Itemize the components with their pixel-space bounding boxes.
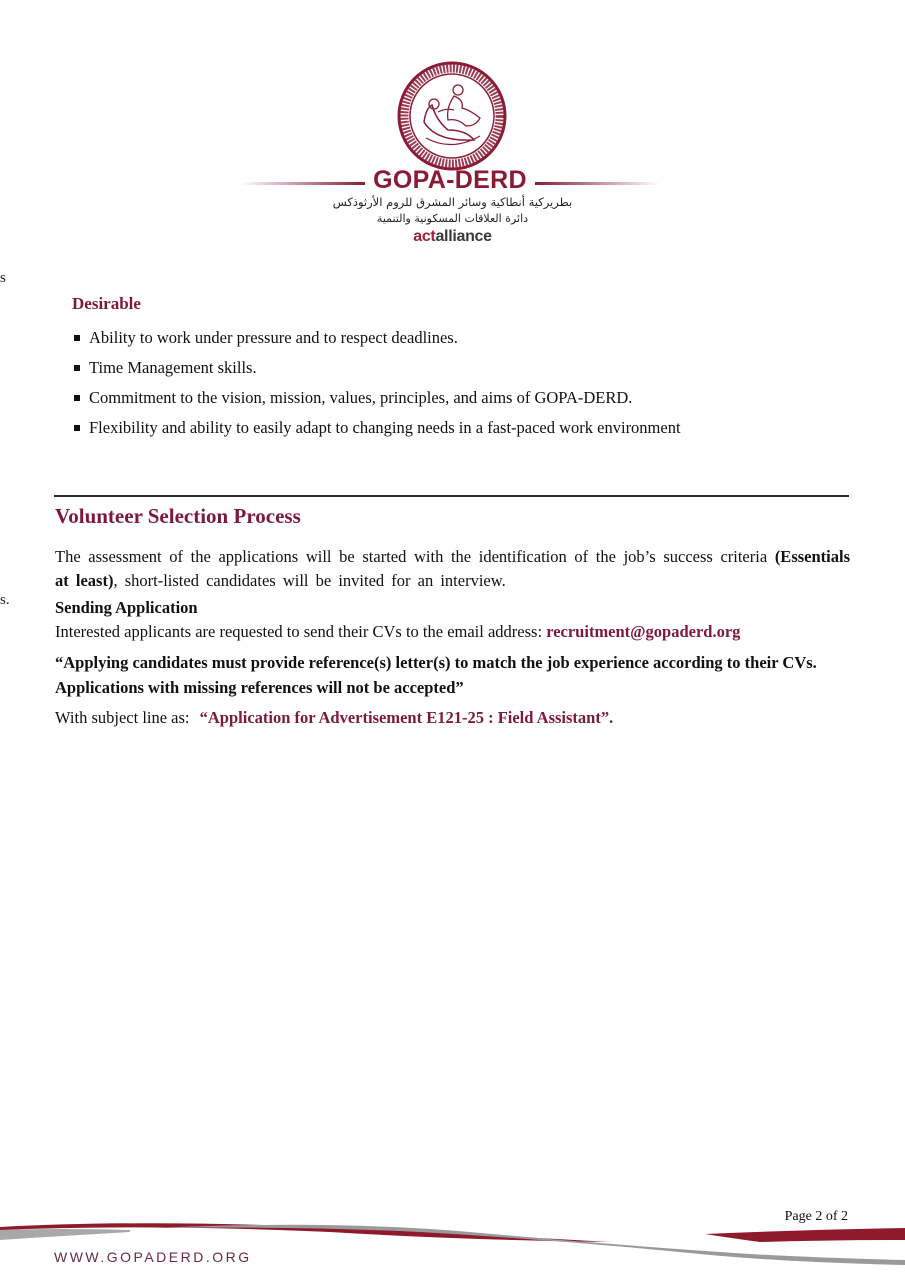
list-item-text: Ability to work under pressure and to respect deadlines. <box>89 328 458 347</box>
page-number: Page 2 of 2 <box>784 1209 848 1224</box>
bullet-square-icon <box>74 335 80 341</box>
arabic-org-name: بطريركية أنطاكية وسائر المشرق للروم الأرثوذكس <box>332 195 573 209</box>
desirable-list <box>72 328 681 448</box>
actalliance-logo <box>0 228 905 246</box>
subject-line-value: “Application for Advertisement E121-25 : Field Assistant”. <box>199 708 614 727</box>
bullet-square-icon <box>74 365 80 371</box>
subject-intro-text: With subject line as: <box>55 708 194 727</box>
assessment-paragraph <box>55 545 850 593</box>
selection-process-heading: Volunteer Selection Process <box>55 504 301 528</box>
sending-application-heading: Sending Application <box>55 598 198 617</box>
arabic-department-name: دائرة العلاقات المسكونية والتنمية <box>376 212 529 225</box>
edge-text-fragment: s <box>0 270 6 286</box>
gopa-derd-seal-logo <box>396 60 508 172</box>
list-item <box>72 388 681 418</box>
list-item-text: Time Management skills. <box>89 358 257 377</box>
actalliance-act: act <box>413 228 436 245</box>
section-divider <box>54 495 849 497</box>
recruitment-email-link[interactable]: recruitment@gopaderd.org <box>546 622 741 641</box>
paragraph-text: The assessment of the applications will be started with the identification of the job’s success criteria <box>55 547 775 566</box>
email-intro-text: Interested applicants are requested to send their CVs to the email address: <box>55 622 547 641</box>
essentials-emphasis: (Essentials at least) <box>55 547 850 590</box>
swoosh-red-right <box>705 1228 905 1242</box>
paragraph-text: , short-listed candidates will be invited for an interview. <box>113 571 506 590</box>
list-item <box>72 358 681 388</box>
swoosh-gray-left <box>0 1229 130 1240</box>
list-item-text: Flexibility and ability to easily adapt to changing needs in a fast-paced work environment <box>89 418 681 437</box>
list-item-text: Commitment to the vision, mission, values, principles, and aims of GOPA-DERD. <box>89 388 633 407</box>
website-url[interactable]: WWW.GOPADERD.ORG <box>54 1249 252 1265</box>
actalliance-alliance: alliance <box>435 228 492 245</box>
edge-text-fragment: s. <box>0 592 10 608</box>
brand-line-right <box>535 182 660 185</box>
desirable-heading: Desirable <box>72 294 141 313</box>
brand-name: GOPA-DERD <box>373 166 527 194</box>
bullet-square-icon <box>74 395 80 401</box>
subject-line-instruction <box>55 708 613 728</box>
list-item <box>72 328 681 358</box>
bullet-square-icon <box>74 425 80 431</box>
references-notice: “Applying candidates must provide reference(s) letter(s) to match the job experience according to their CVs. Applications with missing references will not be accepted” <box>55 653 817 697</box>
brand-row <box>240 168 660 196</box>
list-item <box>72 418 681 448</box>
email-instruction <box>55 622 740 642</box>
